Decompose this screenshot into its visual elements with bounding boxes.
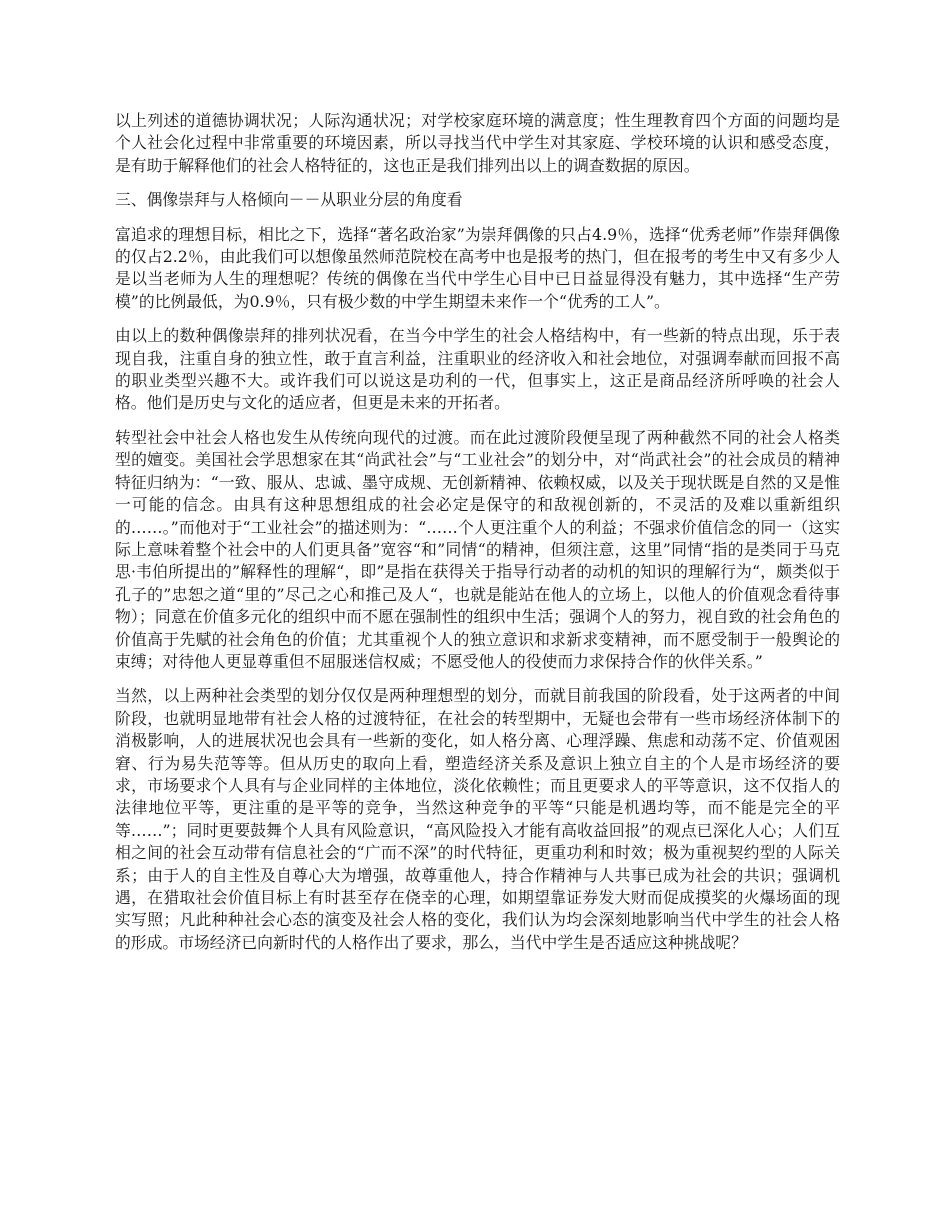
paragraph-new-characteristics: 由以上的数种偶像崇拜的排列状况看，在当今中学生的社会人格结构中，有一些新的特点出现，乐于表现自我，注重自身的独立性，敢于直言利益，注重职业的经济收入和社会地位，对强调奉献而回报不高的职业类型兴趣不大。或许我们可以说这是功利的一代，但事实上，这正是商品经济所呼唤的社会人格。他们是历史与文化的适应者，但更是未来的开拓者。 xyxy=(115,326,840,413)
section-heading: 三、偶像崇拜与人格倾向－－从职业分层的角度看 xyxy=(115,190,463,210)
paragraph-market-economy: 当然，以上两种社会类型的划分仅仅是两种理想型的划分，而就目前我国的阶段看，处于这两者的中间阶段，也就明显地带有社会人格的过渡特征，在社会的转型期中，无疑也会带有一些市场经济体制下的消极影响，人的进展状况也会具有一些新的变化，如人格分离、心理浮躁、焦虑和动荡不定、价值观困窘、行为易失范等等。但从历史的取向上看，塑造经济关系及意识上独立自主的个人是市场经济的要求，市场要求个人具有与企业同样的主体地位，淡化依赖性；而且更要求人的平等意识，这不仅指人的法律地位平等，更注重的是平等的竞争，当然这种竞争的平等“只能是机遇均等，而不能是完全的平等……”；同时更要鼓舞个人具有风险意识，“高风险投入才能有高收益回报”的观点已深化人心；人们互相之间的社会互动带有信息社会的“广而不深”的时代特征，更重功利和时效；极为重视契约型的人际关系；由于人的自主性及自尊心大为增强，故尊重他人，持合作精神与人共事已成为社会的共识；强调机遇，在猎取社会价值目标上有时甚至存在侥幸的心理，如期望靠证券发大财而促成摸奖的火爆场面的现实写照；凡此种种社会心态的演变及社会人格的变化，我们认为均会深刻地影响当代中学生的社会人格的形成。市场经济已向新时代的人格作出了要求，那么，当代中学生是否适应这种挑战呢？ xyxy=(115,686,840,952)
document-body xyxy=(115,110,840,966)
paragraph-intro: 以上列述的道德协调状况；人际沟通状况；对学校家庭环境的满意度；性生理教育四个方面的问题均是个人社会化过程中非常重要的环境因素，所以寻找当代中学生对其家庭、学校环境的认识和感受态度，是有助于解释他们的社会人格特征的，这也正是我们排列出以上的调查数据的原因。 xyxy=(115,111,840,175)
paragraph-idol-statistics: 富追求的理想目标，相比之下，选择“著名政治家”为崇拜偶像的只占4.9％，选择“优秀老师”作崇拜偶像的仅占2.2％，由此我们可以想像虽然师范院校在高考中也是报考的热门，但在报考的考生中又有多少人是以当老师为人生的理想呢？传统的偶像在当代中学生心目中已日益显得没有魅力，其中选择“生产劳模”的比例最低，为0.9％，只有极少数的中学生期望未来作一个“优秀的工人”。 xyxy=(115,224,840,311)
paragraph-social-transition: 转型社会中社会人格也发生从传统向现代的过渡。而在此过渡阶段便呈现了两种截然不同的社会人格类型的嬗变。美国社会学思想家在其“尚武社会”与“工业社会”的划分中，对“尚武社会”的社会成员的精神特征归纳为：“一致、服从、忠诚、墨守成规、无创新精神、依赖权威，以及关于现状既是自然的又是惟一可能的信念。由具有这种思想组成的社会必定是保守的和敌视创新的，不灵活的及难以重新组织的……。”而他对于“工业社会”的描述则为：“……个人更注重个人的利益；不强求价值信念的同一（这实际上意味着整个社会中的人们更具备”宽容“和”同情“的精神，但须注意，这里”同情“指的是类同于马克思·韦伯所提出的”解释性的理解“，即”是指在获得关于指导行动者的动机的知识的理解行为“，颇类似于孔子的”忠恕之道“里的”尽己之心和推己及人“，也就是能站在他人的立场上，以他人的价值观念看待事物）；同意在价值多元化的组织中而不愿在强制性的组织中生活；强调个人的努力，视自致的社会角色的价值高于先赋的社会角色的价值；尤其重视个人的独立意识和求新求变精神，而不愿受制于一般舆论的束缚；对待他人更显尊重但不屈服迷信权威；不愿受他人的役使而力求保持合作的伙伴关系。” xyxy=(115,427,840,671)
